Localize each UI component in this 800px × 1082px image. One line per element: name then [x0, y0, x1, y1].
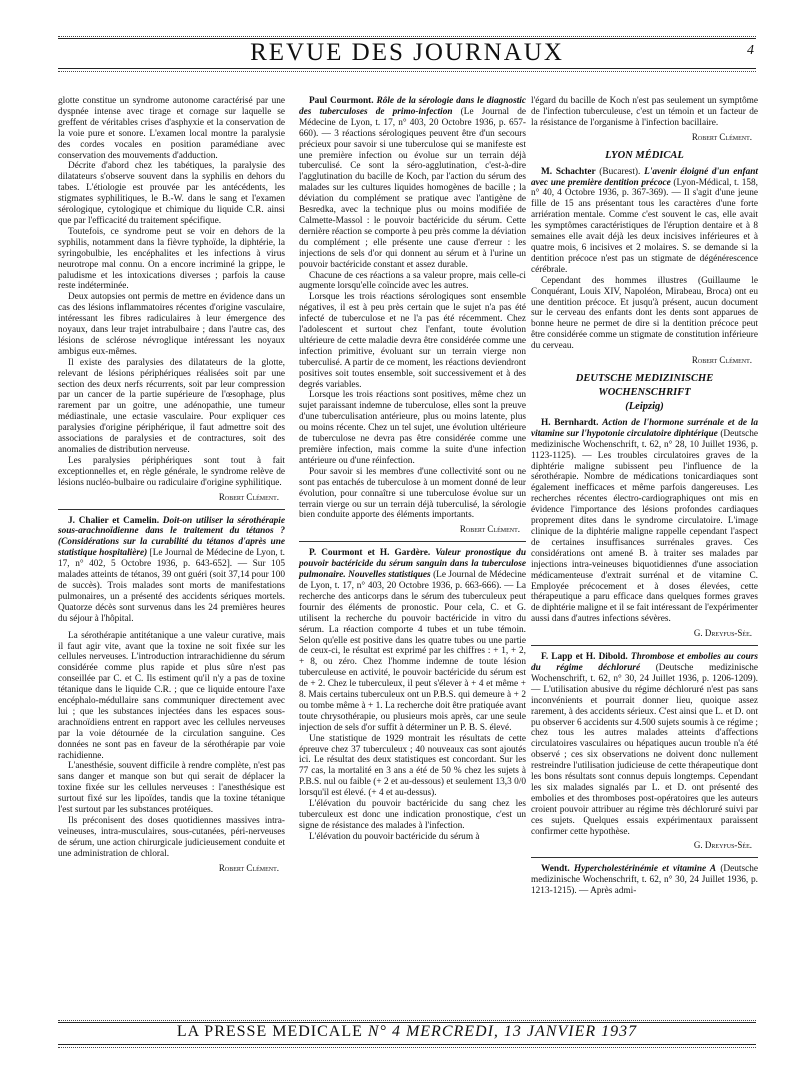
- page-number: 4: [747, 43, 754, 58]
- article-authors-place: (Bucarest).: [599, 166, 641, 177]
- footer-issue: N° 4: [367, 1023, 401, 1040]
- column-2: [299, 96, 526, 843]
- header-bottom-dotted-rule: [58, 71, 756, 72]
- signature: G. Dreyfus-Sée.: [693, 628, 752, 639]
- signature: Robert Clément.: [691, 131, 752, 142]
- paragraph: l'égard du bacille de Koch n'est pas seulement un symptôme de l'infection tuberculeuse, c'est un témoin et un facteur de la résistance de l'organisme à l'infection bacillaire.: [531, 96, 758, 128]
- masthead-title: REVUE DES JOURNAUX: [250, 39, 564, 66]
- paragraph: Les paralysies périphériques sont tout à fait exceptionnelles et, en règle générale, le syndrome relève de lésions nucléo-bulbaire ou radiculaire d'origine syphilitique.: [58, 455, 285, 488]
- article-title: Rôle de la sérologie dans le diagnostic des tuberculoses de primo-infection: [299, 96, 526, 117]
- article-heading: [58, 516, 285, 625]
- article-title: L'avenir éloigné d'un enfant avec une première dentition précoce: [531, 166, 758, 188]
- article-authors: Wendt.: [541, 864, 570, 875]
- article-authors: F. Lapp et H. Dibold.: [541, 652, 628, 663]
- paragraph: Chacune de ces réactions a sa valeur propre, mais celle-ci augmente lorsqu'elle coïncide avec les autres.: [299, 270, 526, 292]
- signature: Robert Clément.: [691, 355, 752, 366]
- footer-bottom-rule: [58, 1044, 756, 1045]
- paragraph: Une statistique de 1929 montrait les résultats de cette épreuve chez 37 tuberculeux ; 40 nouveaux cas sont ajoutés ici. Le résultat des deux statistiques est concordant. Sur les 77 cas, la mortalité en 3 ans a été de 50 % chez les sujets à P.B.S. nul ou faible (+ 2 et au-dessous) et seulement 13,3 0/0 lorsqu'il est élevé. (+ 4 et au-dessus).: [299, 733, 526, 799]
- article-title: Valeur pronostique du pouvoir bactéricide du sérum sanguin dans la tuberculose pulmonaire. Nouvelles statistiques: [299, 548, 526, 581]
- paragraph: Lorsque les trois réactions sérologiques sont ensemble négatives, il est à peu près certain que le sujet n'a pas été infecté de tuberculose et ne l'a pas été récemment. Chez l'adolescent et surtout chez l'enfant, toute évolution ultérieure de cette maladie devra être considérée comme une infection primitive, évoluant sur un terrain vierge non tuberculisé. A partir de ce moment, les réactions deviendront positives soit toutes ensemble, soit successivement et à des degrés variables.: [299, 292, 526, 390]
- article-heading: [299, 548, 526, 733]
- column-1: [58, 96, 285, 880]
- footer-journal: LA PRESSE MEDICALE: [176, 1023, 363, 1040]
- column-3: [531, 96, 758, 897]
- paragraph: L'élévation du pouvoir bactéricide du sang chez les tuberculeux est donc une indication pronostique, c'est un signe de résistance des malades à l'infection.: [299, 799, 526, 831]
- signature: Robert Clément.: [218, 862, 279, 873]
- article-reference: (Deutsche medizinische Wochenschrift, t. 62, n° 28, 10 Juillet 1936, p. 1123-1125). — Les troubles circulatoires graves de la diphtérie maligne subissent peu l'influence de la sérothérapie. Nombre de médications tonicardiaques sont également inefficaces et même parfois dangereuses. Les recherches récentes électro-cardiographiques ont mis en évidence l'importance des lésions profondes cardiaques proprement dites dans le syndrome circulatoire. L'image clinique de la diphtérie maligne rappelle cependant l'aspect de certaines insuffisances surrénales graves. Ces considérations ont amené B. à traiter ses malades par injections intra-veineuses biquotidiennes d'une association médicamenteuse d'extrait surrénal et de vitamine C. Employée précocement et à doses élevées, cette thérapeutique a paru efficace dans quelques formes graves de diphtérie maligne et il se fait intéressant de l'expérimenter aussi dans d'autres infections sévères.: [531, 428, 758, 625]
- paragraph: L'anesthésie, souvent difficile à rendre complète, n'est pas sans danger et manque son but qui serait de déplacer la toxine fixée sur les cellules nerveuses : l'anesthésique est surtout fixé sur les lipoïdes, tandis que la toxine tétanique l'est surtout par les substances protéiques.: [58, 761, 285, 816]
- section-heading-text: DEUTSCHE MEDIZINISCHE WOCHENSCHRIFT: [575, 372, 714, 398]
- article-reference: (Le Journal de Médecine de Lyon, t. 17, n° 403, 20 Octobre 1936, p. 663-666). — La recherche des anticorps dans le sérum des tuberculeux peut fournir des éléments de pronostic. Pour cela, C. et G. utilisent la recherche du pouvoir bactéricide in vitro du sérum. La réaction comporte 4 tubes et un tube témoin. Selon qu'elle est positive dans les quatre tubes ou une partie de ceux-ci, le résultat est exprimé par les chiffres : + 1, + 2, + 8, ou zéro. Chez l'homme indemne de toute lésion tuberculeuse en activité, le pouvoir bactéricide du sérum est de + 2. Chez le tuberculeux, il peut s'élever à + 4 et même + 8. Mais certains tuberculeux ont un P.B.S. qui demeure à + 2 ou tombe même à + 1. La recherche doit être pratiquée avant toute chrysothérapie, ou plusieurs mois après, car une seule injection de sels d'or suffit à déterminer un P. B. S. élevé.: [299, 570, 526, 733]
- signature: G. Dreyfus-Sée.: [693, 840, 752, 851]
- paragraph: La sérothérapie antitétanique a une valeur curative, mais il faut agir vite, avant que la toxine ne soit fixée sur les cellules nerveuses. L'introduction intrarachidienne du sérum considérée comme plus rapide et plus sûre n'est pas conseillée par C. et C. Ils estiment qu'il n'y a pas de toxine tétanique dans le liquide C.R. ; que ce liquide entoure l'axe encéphalo-médullaire sans communiquer directement avec lui ; que les substances injectées dans les espaces sous-arachnoïdiens entrent en rapport avec les cellules nerveuses par la voie détournée de la circulation sanguine. Ces données ne sont pas en faveur de la sérothérapie par voie rachidienne.: [58, 630, 285, 761]
- signature: Robert Clément.: [218, 491, 279, 502]
- article-heading: [299, 96, 526, 271]
- header-dotted-rule: [58, 36, 756, 37]
- article-reference: (Le Journal de Médecine de Lyon, t. 17, n° 403, 20 Octobre 1936, p. 657-660). — 3 réactions sérologiques peuvent être d'un secours précieux pour savoir si une tuberculose qui se manifeste est une première infection ou évolue sur un terrain déjà tuberculisé. Ce sont la séro-agglutination, c'est-à-dire l'agglutination du bacille de Koch, par l'action du sérum des malades sur les cultures liquides homogènes de bacille ; la déviation du complément se pratique avec l'antigène de Besredka, avec la technique plus ou moins modifiée de Calmette-Massol : le pouvoir bactéricide du sérum. Cette dernière réaction se comporte à peu près comme la déviation du complément ; elle présente une cause d'erreur : les injections de sels d'or qui donnent au sérum et à l'urine un pouvoir bactéricide constant et assez durable.: [299, 106, 526, 270]
- section-heading-sub: (Leipzig): [625, 400, 664, 412]
- article-heading: [531, 418, 758, 625]
- article-title: Hypercholestérinémie et vitamine A: [573, 864, 717, 875]
- paragraph: Pour savoir si les membres d'une collectivité sont ou ne sont pas entachés de tuberculose à un moment donné de leur évolution, pour connaître si une tuberculose évolue sur un terrain vierge ou sur un terrain déjà tuberculisé, la sérologie bien conduite apporte des éléments importants.: [299, 466, 526, 521]
- article-reference: (Deutsche medizinische Wochenschrift, t. 62, n° 30, 24 Juillet 1936, p. 1213-1215). — Après admi-: [531, 864, 758, 897]
- page-header: [58, 36, 756, 70]
- article-reference: (Lyon-Médical, t. 158, n° 40, 4 Octobre 1936, p. 367-369). — Il s'agit d'une jeune fille de 15 ans présentant tous les caractères d'une forte arriération mentale. Comme c'est souvent le cas, elle avait les symptômes caractéristiques de l'éruption dentaire et à 8 semaines elle avait déjà les deux incisives inférieures et à quatre mois, 6 incisives et 2 molaires. S. se demande si la dentition précoce n'est pas un stigmate de dégénérescence cérébrale.: [531, 177, 759, 275]
- article-heading: [531, 864, 758, 897]
- paragraph: Toutefois, ce syndrome peut se voir en dehors de la syphilis, notamment dans la fièvre typhoïde, la diphtérie, la syringobulbie, les encéphalites et les infections à virus neurotrope mal connu. On a encore incriminé la grippe, le paludisme et les intoxications diverses ; parfois la cause reste indéterminée.: [58, 226, 285, 292]
- paragraph: Ils préconisent des doses quotidiennes massives intra-veineuses, intra-musculaires, sous-cutanées, péri-nerveuses de sérum, une action chirurgicale judicieusement conduite et une administration de chloral.: [58, 816, 285, 859]
- paragraph: Il existe des paralysies des dilatateurs de la glotte, relevant de lésions périphériques réalisées soit par une section des deux nerfs récurrents, soit par leur compression par un cancer de la partie supérieure de l'œsophage, plus rarement par un goitre, une adénopathie, une tumeur médiastinale, une ectasie vasculaire. Pour expliquer ces paralysies d'origine périphérique, il faut admettre soit des associations de paralysies et de contractures, soit des anomalies de distribution nerveuse.: [58, 357, 285, 455]
- article-authors: P. Courmont et H. Gardère.: [309, 548, 431, 559]
- article-reference: (Deutsche medizinische Wochenschrift, t. 62, n° 30, 24 Juillet 1936, p. 1206-1209). — L'utilisation abusive du régime déchloruré n'est pas sans inconvénients et pourrait donner lieu, quoique assez rarement, à des accidents sérieux. C'est ainsi que L. et D. ont pu observer 6 accidents sur 4.500 sujets soumis à ce régime ; chez tous les autres malades atteints d'affections circulatoires vasculaires ou hépatiques aucun trouble n'a été observé ; ces six observations ne doivent donc nullement restreindre l'utilisation judicieuse de cette thérapeutique dont les bons résultats sont connus depuis longtemps. Cependant les six malades signalés par L. et D. ont présenté des embolies et des thromboses post-opératoires que les auteurs croient pouvoir attribuer au régime très déchloruré suivi par ces sujets. Quelques essais expérimentaux paraissent confirmer cette hypothèse.: [531, 662, 759, 837]
- footer-bottom-dotted-rule: [58, 1047, 756, 1048]
- section-heading-deutsche-medizinische: [531, 372, 758, 414]
- footer-line: [58, 1023, 756, 1041]
- article-title: Doit-on utiliser la sérothérapie sous-arachnoïdienne dans le traitement du tétanos ? (Considérations sur la curabilité du tétanos d'après une statistique hospitalière): [58, 515, 286, 559]
- header-bottom-rule: [58, 68, 756, 69]
- article-heading: [531, 167, 758, 276]
- section-heading-lyon-medical: LYON MÉDICAL: [605, 149, 684, 161]
- article-separator: [299, 541, 526, 542]
- article-authors: H. Bernhardt.: [541, 417, 599, 428]
- footer-dotted-rule: [58, 1020, 756, 1021]
- page-footer: [58, 1020, 756, 1048]
- article-separator: [531, 857, 758, 858]
- article-separator: [58, 509, 285, 510]
- article-reference: [Le Journal de Médecine de Lyon, t. 17, n° 402, 5 Octobre 1936, p. 643-652]. — Sur 105 malades atteints de tétanos, 39 ont guéri (soit 37,14 pour 100 de succès). Trois malades sont morts de manifestations pulmonaires, un a présenté des accidents sériques mortels. Quatorze décès sont survenus dans les 24 premières heures du séjour à l'hôpital.: [58, 548, 285, 624]
- article-title: Thrombose et embolies au cours du régime déchloruré: [531, 652, 759, 673]
- paragraph: Deux autopsies ont permis de mettre en évidence dans un cas des lésions inflammatoires récentes d'origine vasculaire, intéressant les fibres radiculaires à leur émergence des noyaux, dans leur trajet intrabulbaire ; dans l'autre cas, des lésions de sclérose névroglique intéressant les noyaux ambigus eux-mêmes.: [58, 292, 285, 357]
- article-title: Action de l'hormone surrénale et de la vitamine sur l'hypotonie circulatoire diphtérique: [531, 417, 758, 439]
- paragraph: Cependant des hommes illustres (Guillaume le Conquérant, Louis XIV, Napoléon, Mirabeau, Broca) ont eu une dentition précoce. Et jusqu'à présent, aucun document sur le cerveau des enfants dont les dents sont apparues de bonne heure ne permet de dire si la dentition précoce peut être considérée comme un stigmate de constitution inférieure du cerveau.: [531, 275, 758, 352]
- footer-date: MERCREDI, 13 JANVIER 1937: [405, 1023, 638, 1040]
- paragraph: Décrite d'abord chez les tabétiques, la paralysie des dilatateurs s'observe souvent dans la syphilis en dehors du tabes. L'étiologie est prouvée par les antécédents, les stigmates syphilitiques, le B.-W. dans le sang et l'examen sérologique, cytologique et chimique du liquide C.R. ainsi que par l'efficacité du traitement spécifique.: [58, 161, 285, 226]
- paragraph: L'élévation du pouvoir bactéricide du sérum à: [309, 831, 480, 842]
- article-authors: Paul Courmont.: [309, 96, 374, 106]
- article-authors: M. Schachter: [541, 166, 596, 177]
- paragraph: glotte constitue un syndrome autonome caractérisé par une dyspnée intense avec tirage et cornage sur laquelle se greffent de véritables crises d'asphyxie et la conservation de la voie pure et sonore. L'examen local montre la paralysie des cordes vocales en position paramédiane avec conservation des mouvements d'adduction.: [58, 96, 285, 161]
- article-authors: J. Chalier et Camelin.: [68, 515, 160, 526]
- paragraph: Lorsque les trois réactions sont positives, même chez un sujet paraissant indemne de tuberculose, elles sont la preuve d'une tuberculisation antérieure, plus ou moins latente, plus ou moins récente. Chez un tel sujet, une évolution ultérieure de tuberculose ne devra pas être considérée comme une première infection, mais comme la suite d'une infection antérieure ou d'une réinfection.: [299, 390, 526, 466]
- article-separator: [531, 645, 758, 646]
- signature: Robert Clément.: [459, 524, 520, 535]
- article-heading: [531, 652, 758, 837]
